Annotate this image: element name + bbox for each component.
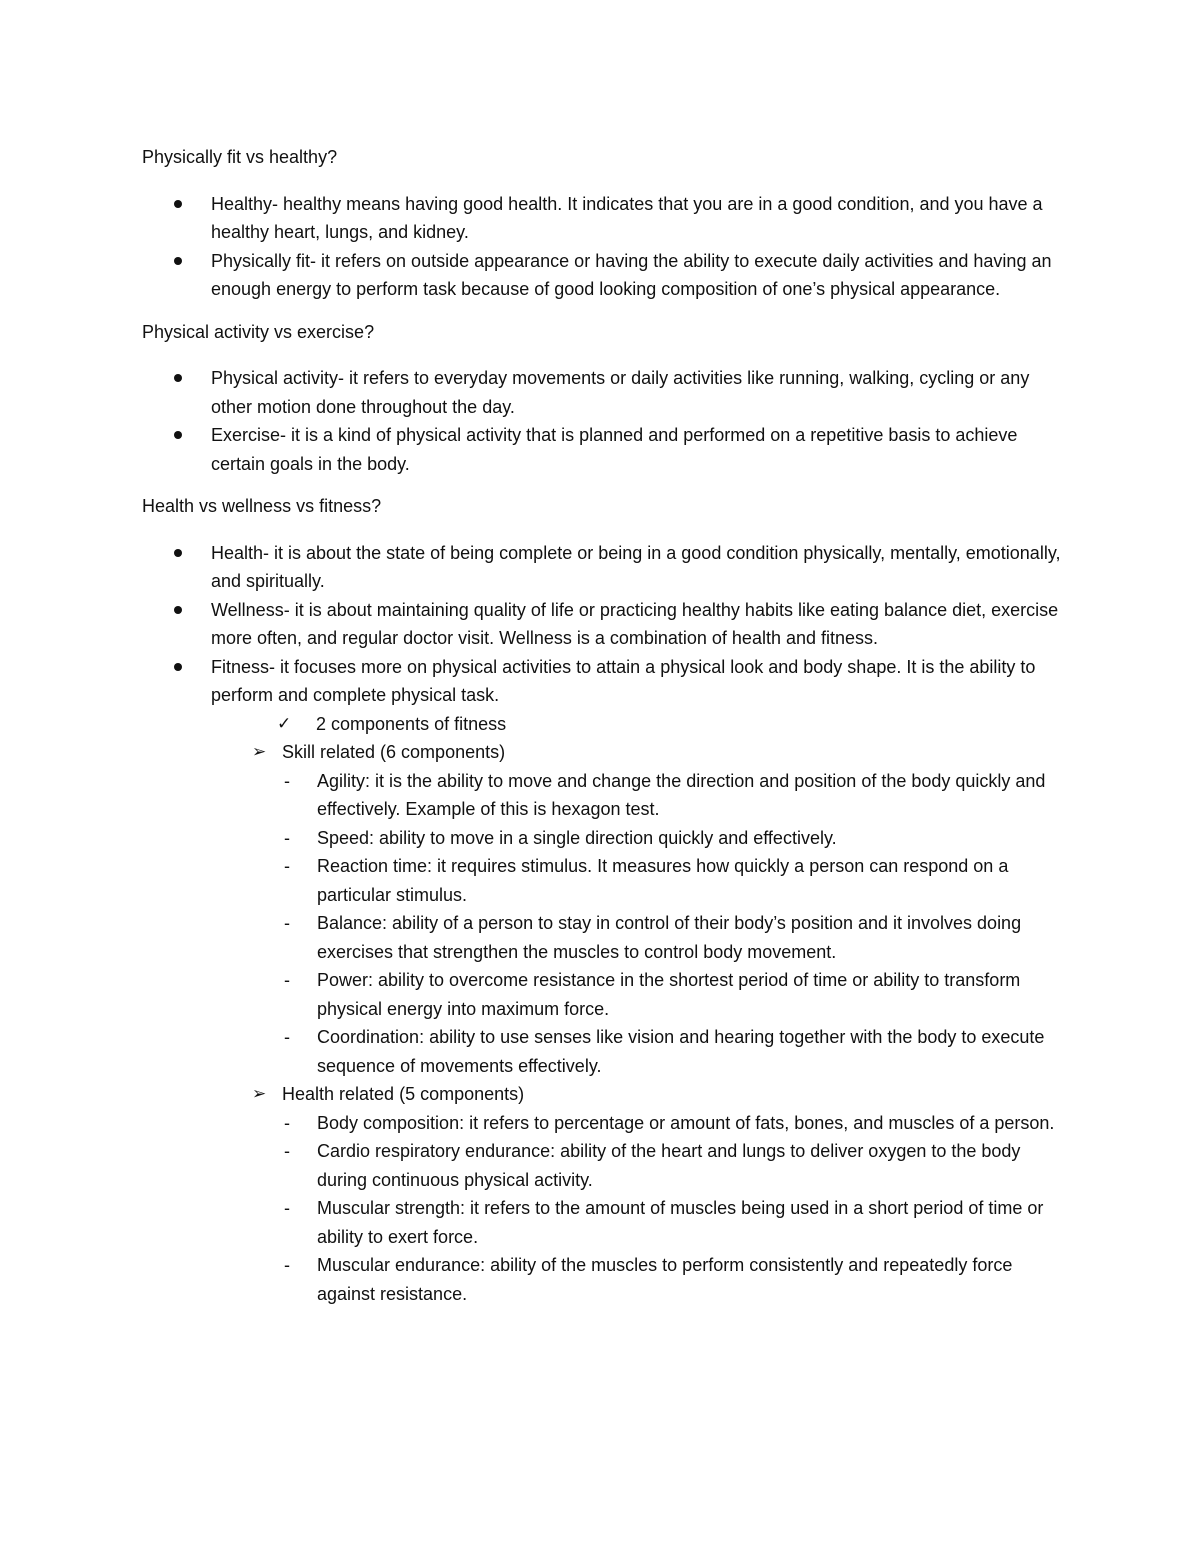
list-item	[142, 767, 1072, 824]
health-related-label: Health related (5 components)	[282, 1084, 525, 1104]
section-heading-health-wellness-fitness: Health vs wellness vs fitness?	[142, 496, 382, 516]
dash-icon: -	[284, 1112, 290, 1133]
bullet-text: Exercise- it is a kind of physical activity that is planned and performed on a repetitive basis to achieve certain goals in the body.	[211, 425, 1018, 474]
dash-icon: -	[284, 856, 290, 876]
dash-icon: -	[284, 1198, 290, 1218]
health-related-list	[142, 1109, 1072, 1309]
bullet-item	[142, 539, 1072, 596]
list-item	[142, 824, 1072, 853]
bullet-item	[142, 190, 1072, 247]
list-item-text: Body composition: it refers to percentage or amount of fats, bones, and muscles of a person.	[317, 1112, 1055, 1133]
bullet-icon	[174, 663, 182, 671]
bullet-item	[142, 653, 1072, 710]
list-item-text: Power: ability to overcome resistance in the shortest period of time or ability to transform physical energy into maximum force.	[317, 970, 1021, 1019]
list-item	[142, 1137, 1072, 1194]
dash-icon: -	[284, 970, 290, 990]
bullet-item	[142, 247, 1072, 304]
dash-icon: -	[284, 913, 290, 933]
list-item-text: Muscular strength: it refers to the amount of muscles being used in a short period of time or ability to exert force.	[317, 1198, 1044, 1247]
section-heading-fit-vs-healthy: Physically fit vs healthy?	[142, 147, 338, 167]
skill-related-header	[142, 738, 1072, 767]
checkmark-icon: ✓	[277, 713, 292, 734]
bullet-icon	[174, 257, 182, 265]
bullet-text: Physical activity- it refers to everyday movements or daily activities like running, walking, cycling or any other motion done throughout the day.	[211, 368, 1030, 417]
bullet-item	[142, 421, 1072, 478]
dash-icon: -	[284, 1255, 290, 1275]
skill-related-label: Skill related (6 components)	[282, 742, 506, 762]
bullet-text: Health- it is about the state of being complete or being in a good condition physically, mentally, emotionally, and spiritually.	[211, 542, 1061, 591]
bullet-icon	[174, 374, 182, 382]
bullet-icon	[174, 431, 182, 439]
list-item	[142, 852, 1072, 909]
list-item-text: Agility: it is the ability to move and change the direction and position of the body quickly and effectively. Example of this is hexagon test.	[317, 770, 1046, 819]
arrowhead-icon: ➢	[252, 742, 267, 762]
dash-icon: -	[284, 770, 290, 791]
health-related-header	[142, 1080, 1072, 1109]
bullet-item	[142, 596, 1072, 653]
list-item	[142, 1194, 1072, 1251]
bullet-icon	[174, 606, 182, 614]
list-item	[142, 1023, 1072, 1080]
dash-icon: -	[284, 1141, 290, 1161]
bullet-text: Healthy- healthy means having good health. It indicates that you are in a good condition, and you have a healthy heart, lungs, and kidney.	[211, 193, 1043, 242]
bullet-text: Physically fit- it refers on outside appearance or having the ability to execute daily activities and having an enough energy to perform task because of good looking composition of one’s physical appearance.	[211, 250, 1052, 299]
list-item-text: Muscular endurance: ability of the muscles to perform consistently and repeatedly force against resistance.	[317, 1255, 1013, 1304]
list-item-text: Speed: ability to move in a single direction quickly and effectively.	[317, 827, 837, 848]
list-item-text: Reaction time: it requires stimulus. It measures how quickly a person can respond on a particular stimulus.	[317, 856, 1009, 905]
dash-icon: -	[284, 827, 290, 848]
list-item	[142, 1251, 1072, 1308]
section-heading-activity-vs-exercise: Physical activity vs exercise?	[142, 321, 375, 342]
bullet-list-health-wellness-fitness	[142, 539, 1072, 710]
bullet-text: Wellness- it is about maintaining quality of life or practicing healthy habits like eating balance diet, exercise more often, and regular doctor visit. Wellness is a combination of health and fitness.	[211, 599, 1059, 648]
list-item	[142, 966, 1072, 1023]
skill-related-list	[142, 767, 1072, 1081]
check-item-text: 2 components of fitness	[316, 713, 507, 734]
arrowhead-icon: ➢	[252, 1084, 267, 1104]
bullet-list-fit-vs-healthy	[142, 190, 1072, 304]
bullet-item	[142, 364, 1072, 421]
list-item	[142, 909, 1072, 966]
list-item-text: Coordination: ability to use senses like vision and hearing together with the body to execute sequence of movements effectively.	[317, 1027, 1045, 1076]
bullet-icon	[174, 549, 182, 557]
list-item-text: Cardio respiratory endurance: ability of the heart and lungs to deliver oxygen to the body during continuous physical activity.	[317, 1141, 1021, 1190]
dash-icon: -	[284, 1027, 290, 1047]
bullet-list-activity-vs-exercise	[142, 364, 1072, 478]
components-check-item	[142, 710, 1072, 739]
list-item	[142, 1109, 1072, 1138]
bullet-text: Fitness- it focuses more on physical activities to attain a physical look and body shape. It is the ability to perform and complete physical task.	[211, 656, 1036, 705]
bullet-icon	[174, 200, 182, 208]
document-body	[142, 143, 1072, 1308]
list-item-text: Balance: ability of a person to stay in control of their body’s position and it involves doing exercises that strengthen the muscles to control body movement.	[317, 913, 1022, 962]
